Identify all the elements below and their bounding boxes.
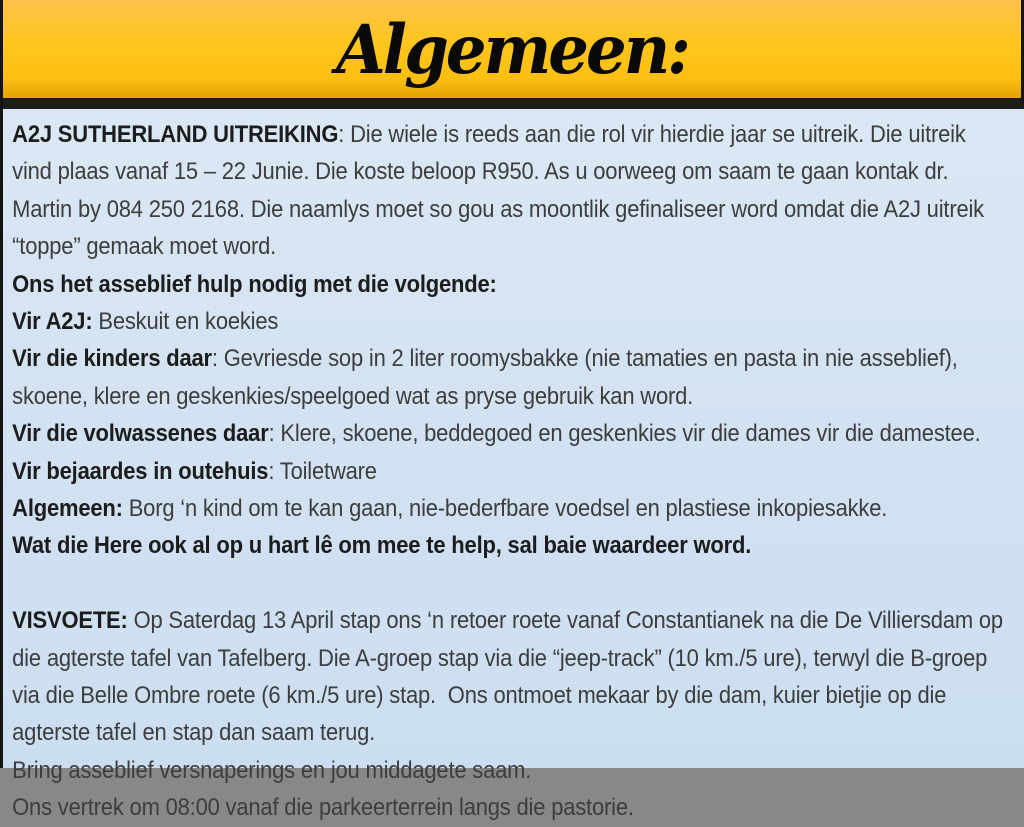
slide-header-banner — [3, 0, 1024, 109]
slide-title: Algemeen: — [336, 11, 688, 90]
paragraph-lead-in: Wat die Here ook al op u hart lê om mee te help, sal baie waardeer word. — [12, 532, 752, 560]
paragraph — [12, 303, 1009, 340]
paragraph-lead-in: Vir die volwassenes daar — [12, 420, 269, 448]
paragraph-text: : Toiletware — [268, 457, 377, 485]
paragraph-lead-in: Vir die kinders daar — [12, 345, 212, 373]
slide-body-text — [3, 109, 1017, 827]
paragraph-text: Bring asseblief versnaperings en jou middagete saam. — [12, 756, 532, 784]
paragraph-text: Borg ‘n kind om te kan gaan, nie-bederfbare voedsel en plastiese inkopiesakke. — [122, 495, 888, 523]
paragraph-lead-in: Vir bejaardes in outehuis — [12, 457, 269, 485]
paragraph — [12, 453, 1009, 490]
paragraph — [12, 527, 1009, 564]
paragraph — [12, 266, 1009, 303]
paragraph-text: : Gevriesde sop in 2 liter roomysbakke (nie tamaties en pasta in nie asseblief), skoene, klere en geskenkies/speelgoed wat as pryse gebruik kan word. — [12, 345, 964, 410]
paragraph-text: : Klere, skoene, beddegoed en geskenkies vir die dames vir die damestee. — [268, 420, 981, 448]
paragraph-lead-in: Vir A2J: — [12, 308, 93, 336]
paragraph — [12, 415, 1009, 452]
paragraph — [12, 116, 1009, 266]
paragraph-lead-in: Algemeen: — [12, 495, 123, 523]
paragraph-text: Ons vertrek om 08:00 vanaf die parkeerterrein langs die pastorie. — [12, 794, 634, 822]
paragraph — [12, 789, 1009, 826]
paragraph-text: Op Saterdag 13 April stap ons ‘n retoer roete vanaf Constantianek na die De Villiersdam op die agterste tafel van Tafelberg. Die A-groep stap via die “jeep-track” (10 km./5 ure), terwyl die B-groep via die Belle Ombre roete (6 km./5 ure) stap. Ons ontmoet mekaar by die dam, kuier bietjie op die agterste tafel en stap dan saam terug. — [12, 607, 1009, 747]
paragraph-text: : Die wiele is reeds aan die rol vir hierdie jaar se uitreik. Die uitreik vind plaas vanaf 15 – 22 Junie. Die koste beloop R950. As u oorweeg om saam te gaan kontak dr. Martin by 084 250 2168. Die naamlys moet so gou as moontlik gefinaliseer word omdat die A2J uitreik “toppe” gemaak moet word. — [12, 121, 990, 261]
paragraph — [12, 490, 1009, 527]
paragraph — [12, 340, 1009, 415]
paragraph — [12, 602, 1009, 752]
paragraph — [12, 752, 1009, 789]
paragraph-text: Beskuit en koekies — [92, 308, 279, 336]
paragraph-lead-in: A2J SUTHERLAND UITREIKING — [12, 121, 339, 148]
paragraph-lead-in: VISVOETE: — [12, 607, 128, 635]
blank-line — [12, 565, 1009, 602]
paragraph-lead-in: Ons het asseblief hulp nodig met die volgende: — [12, 270, 497, 298]
